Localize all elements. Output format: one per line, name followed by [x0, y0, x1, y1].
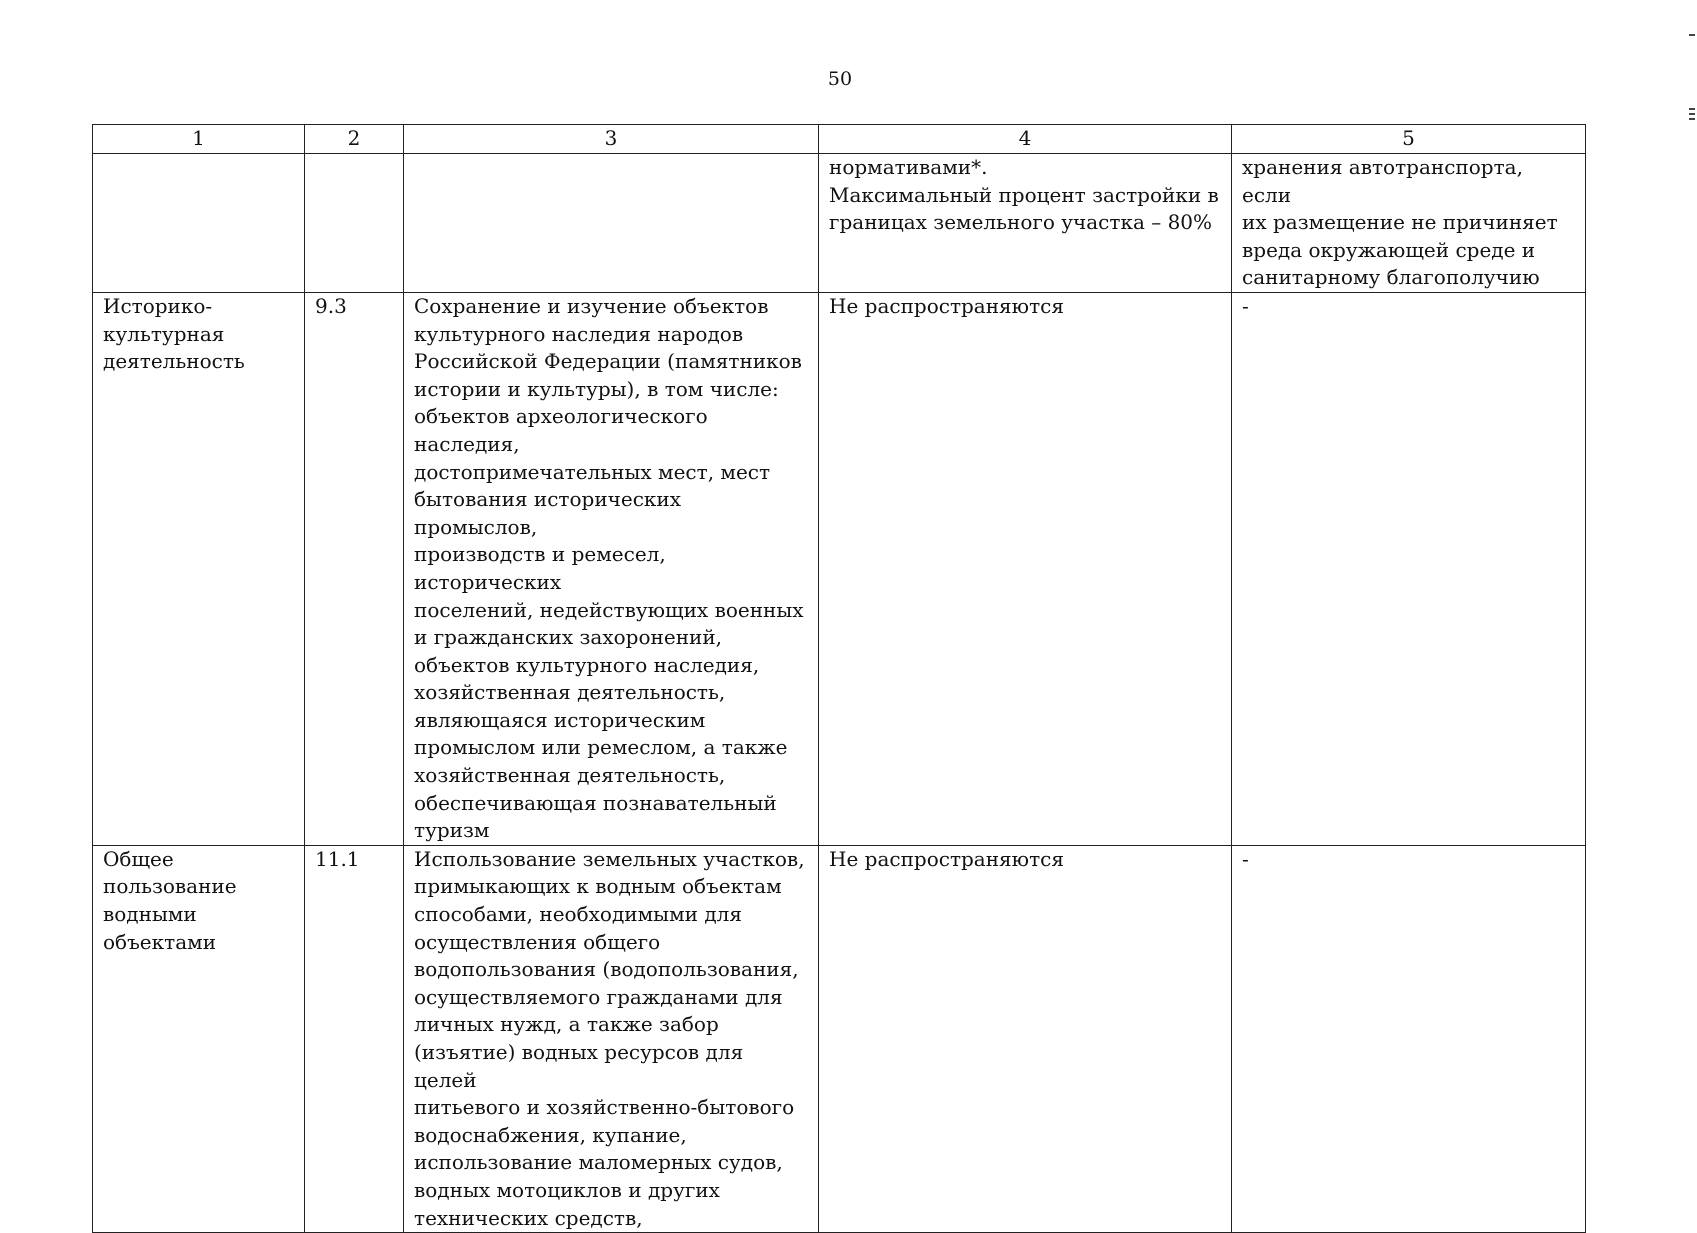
table-row-water-objects	[93, 845, 1586, 1232]
table-row-continuation	[93, 154, 1586, 293]
cell-restrictions: -	[1232, 845, 1586, 1232]
cell-use-description: Сохранение и изучение объектов культурного наследия народов Российской Федерации (памятников истории и культуры), в том числе: объектов археологического наследия, достопримечательных мест, мест бытования исторических промыслов, производств и ремесел, исторических поселений, недействующих военных и гражданских захоронений, объектов культурного наследия, хозяйственная деятельность, являющаяся историческим промыслом или ремеслом, а также хозяйственная деятельность, обеспечивающая познавательный туризм	[404, 292, 819, 845]
page-number: 50	[827, 68, 853, 90]
column-number-3: 3	[404, 125, 819, 154]
scan-edge-mark	[1689, 34, 1695, 36]
column-number-5: 5	[1232, 125, 1586, 154]
cell-use-name: Историко- культурная деятельность	[93, 292, 305, 845]
cell-use-description: Использование земельных участков, примыкающих к водным объектам способами, необходимыми для осуществления общего водопользования (водопользования, осуществляемого гражданами для личных нужд, а также забор (изъятие) водных ресурсов для целей питьевого и хозяйственно-бытового водоснабжения, купание, использование маломерных судов, водных мотоциклов и других технических средств,	[404, 845, 819, 1232]
cell-use-code: 11.1	[305, 845, 404, 1232]
column-number-2: 2	[305, 125, 404, 154]
column-number-row	[93, 125, 1586, 154]
cell-parameters: нормативами*. Максимальный процент застройки в границах земельного участка – 80%	[819, 154, 1232, 293]
scan-edge-mark	[1689, 118, 1695, 120]
cell-use-name: Общее пользование водными объектами	[93, 845, 305, 1232]
column-number-1: 1	[93, 125, 305, 154]
table-row-historical-cultural	[93, 292, 1586, 845]
scan-edge-mark	[1689, 108, 1695, 110]
cell-use-code	[305, 154, 404, 293]
cell-use-description	[404, 154, 819, 293]
column-number-4: 4	[819, 125, 1232, 154]
cell-restrictions: -	[1232, 292, 1586, 845]
land-use-table	[92, 124, 1586, 1233]
cell-use-code: 9.3	[305, 292, 404, 845]
cell-parameters: Не распространяются	[819, 292, 1232, 845]
cell-restrictions: хранения автотранспорта, если их размещение не причиняет вреда окружающей среде и санитарному благополучию	[1232, 154, 1586, 293]
cell-use-name	[93, 154, 305, 293]
scan-edge-mark	[1689, 113, 1695, 115]
cell-parameters: Не распространяются	[819, 845, 1232, 1232]
